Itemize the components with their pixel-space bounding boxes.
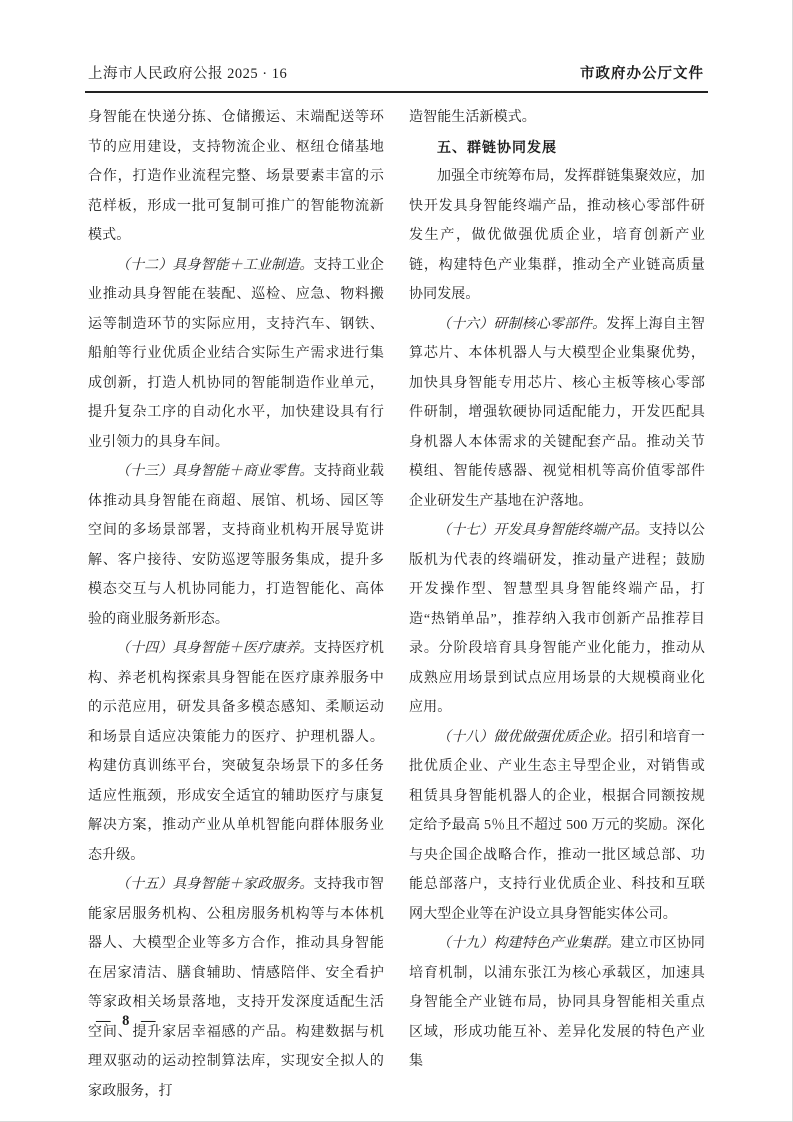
running-header-gazette-title: 上海市人民政府公报 2025 · 16 — [88, 66, 288, 82]
paragraph-item-12 — [88, 251, 384, 458]
paragraph-body: 支持以公版机为代表的终端研发，推动量产进程；鼓励开发操作型、智慧型具身智能终端产品，打造“热销单品”，推荐纳入我市创新产品推荐目录。分阶段培育具身智能产业化能力，推动从成熟应用场景到试点应用场景的大规模商业化应用。 — [409, 523, 705, 715]
paragraph-lead: （十四）具身智能＋医疗康养。 — [116, 641, 314, 656]
paragraph-body: 支持工业企业推动具身智能在装配、巡检、应急、物料搬运等制造环节的实际应用，支持汽车、钢铁、船舶等行业优质企业结合实际生产需求进行集成创新，打造人机协同的智能制造作业单元，提升复杂工序的自动化水平，加快建设具有行业引领力的具身车间。 — [88, 257, 385, 450]
paragraph-item-15 — [88, 870, 384, 1106]
paragraph-lead: （十八）做优做强优质企业。 — [437, 729, 621, 745]
paragraph-body: 支持医疗机构、养老机构探索具身智能在医疗康养服务中的示范应用，研发具备多模态感知、柔顺运动和场景自适应决策能力的医疗、护理机器人。构建仿真训练平台，突破复杂场景下的多任务适应性瓶颈，形成安全适宜的辅助医疗与康复解决方案，推动产业从单机智能向群体服务业态升级。 — [88, 641, 385, 863]
paragraph-continuation: 造智能生活新模式。 — [409, 110, 536, 125]
paragraph-body: 发挥上海自主智算芯片、本体机器人与大模型企业集聚优势，加快具身智能专用芯片、核心主板等核心零部件研制，增强软硬协同适配能力，开发匹配具身机器人本体需求的关键配套产品。推动关节模组、智能传感器、视觉相机等高价值零部件企业研发生产基地在沪落地。 — [409, 316, 705, 509]
paragraph-lead: （十六）研制核心零部件。 — [437, 316, 607, 332]
paragraph-body: 建立市区协同培育机制，以浦东张江为核心承载区，加速具身智能全产业链布局，协同具身智能相关重点区域，形成功能互补、差异化发展的特色产业集 — [409, 936, 705, 1069]
header-rule — [85, 91, 708, 93]
column-right — [409, 103, 705, 1077]
paragraph-section-intro: 加强全市统筹布局，发挥群链集聚效应，加快开发具身智能终端产品，推动核心零部件研发生产，做优做强优质企业，培育创新产业链，构建特色产业集群，推动全产业链高质量协同发展。 — [409, 169, 705, 302]
paragraph-body: 支持商业载体推动具身智能在商超、展馆、机场、园区等空间的多场景部署，支持商业机构开展导览讲解、客户接待、安防巡逻等服务集成，提升多模态交互与人机协同能力，打造智能化、高体验的商业服务新形态。 — [88, 464, 385, 627]
paragraph-body: 支持我市智能家居服务机构、公租房服务机构等与本体机器人、大模型企业等多方合作，推动具身智能在居家清洁、膳食辅助、情感陪伴、安全看护等家政相关场景落地，支持开发深度适配生活空间、提升家居幸福感的产品。构建数据与机理双驱动的运动控制算法库，实现安全拟人的家政服务，打 — [88, 877, 385, 1099]
paragraph-lead: （十五）具身智能＋家政服务。 — [116, 877, 314, 892]
running-header-section-label: 市政府办公厅文件 — [580, 66, 704, 82]
paragraph-item-17 — [409, 516, 705, 723]
paragraph-continuation: 身智能在快递分拣、仓储搬运、末端配送等环节的应用建设，支持物流企业、枢纽仓储基地合作，打造作业流程完整、场景要素丰富的示范样板，形成一批可复制可推广的智能物流新模式。 — [88, 110, 384, 243]
paragraph-item-16 — [409, 310, 705, 517]
paragraph-item-19 — [409, 929, 705, 1077]
paragraph-item-13 — [88, 457, 384, 634]
column-left — [88, 103, 384, 1106]
paragraph-lead: （十九）构建特色产业集群。 — [437, 936, 621, 951]
section-heading: 五、群链协同发展 — [437, 138, 557, 155]
paragraph-lead: （十二）具身智能＋工业制造。 — [116, 257, 314, 273]
paragraph-lead: （十三）具身智能＋商业零售。 — [116, 464, 314, 479]
paragraph-lead: （十七）开发具身智能终端产品。 — [437, 523, 649, 538]
paragraph-item-14 — [88, 634, 384, 870]
page-number: — 8 — — [96, 1013, 160, 1029]
paragraph-item-18 — [409, 723, 705, 930]
paragraph-body: 招引和培育一批优质企业、产业生态主导型企业，对销售或租赁具身智能机器人的企业，根据合同额按规定给予最高 5％且不超过 500 万元的奖励。深化与央企国企战略合作，推动一批区域总部、功能总部落户，支持行业优质企业、科技和互联网大型企业等在沪设立具身智能实体公司。 — [409, 729, 705, 922]
